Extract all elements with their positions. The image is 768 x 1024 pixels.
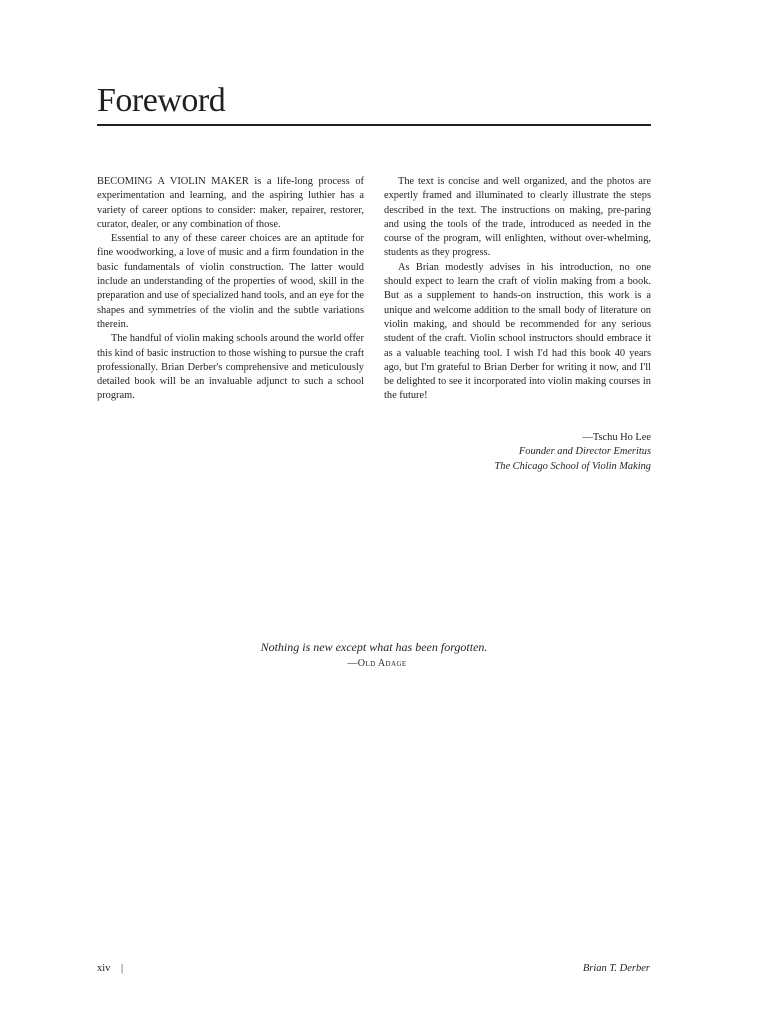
footer-author: Brian T. Derber (582, 963, 650, 974)
right-paragraph-1: The text is concise and well organized, and the photos are expertly framed and illuminated to clearly illustrate the steps described in the text. The instructions on making, pre-paring and using the tools of the trade, introduced as needed in the course of the program, will enlighten, without over-whelming, students as they progress. (384, 176, 651, 259)
epigraph-attribution: —Old Adage (347, 658, 407, 669)
right-column (384, 175, 651, 404)
signature-institution: The Chicago School of Violin Making (494, 460, 651, 472)
epigraph-quote: Nothing is new except what has been forgotten. (260, 640, 488, 654)
signature-block (494, 431, 651, 474)
footer-separator: | (121, 963, 124, 974)
right-paragraph-2: As Brian modestly advises in his introduction, no one should expect to learn the craft of violin making from a book. But as a supplement to hands-on instruction, this work is a unique and welcome addition to the small body of literature on violin making, and should be recommended for any serious student of the craft. Violin school instructors should embrace it as a valuable teaching tool. I wish I'd had this book 40 years ago, but I'm grateful to Brian Derber for writing it now, and I'll be delighted to see it incorporated into violin making courses in the future! (384, 261, 651, 402)
left-paragraph-3: The handful of violin making schools around the world offer this kind of basic instruction to those wishing to pursue the craft professionally. Brian Derber's comprehensive and meticulously detailed book will be an invaluable adjunct to such a school program. (97, 333, 364, 402)
footer-page-info (97, 962, 123, 976)
page-number: xiv (97, 963, 111, 974)
signature-name: —Tschu Ho Lee (582, 432, 651, 443)
page-title: Foreword (97, 82, 226, 119)
left-paragraph-1: BECOMING A VIOLIN MAKER is a life-long process of experimentation and learning, and the aspiring luthier has a variety of career options to consider: maker, repairer, restorer, curator, dealer, or any combination of those. (97, 176, 364, 230)
left-paragraph-2: Essential to any of these career choices are an aptitude for fine woodworking, a love of music and a firm foundation in the basic fundamentals of violin construction. The latter would include an understanding of the properties of wood, skill in the preparation and use of specialized hand tools, and an eye for the shapes and symmetries of the violin and the subtle variations therein. (97, 233, 364, 330)
left-column (97, 175, 364, 404)
title-rule (97, 124, 651, 126)
signature-role: Founder and Director Emeritus (518, 446, 651, 458)
epigraph (0, 638, 748, 672)
